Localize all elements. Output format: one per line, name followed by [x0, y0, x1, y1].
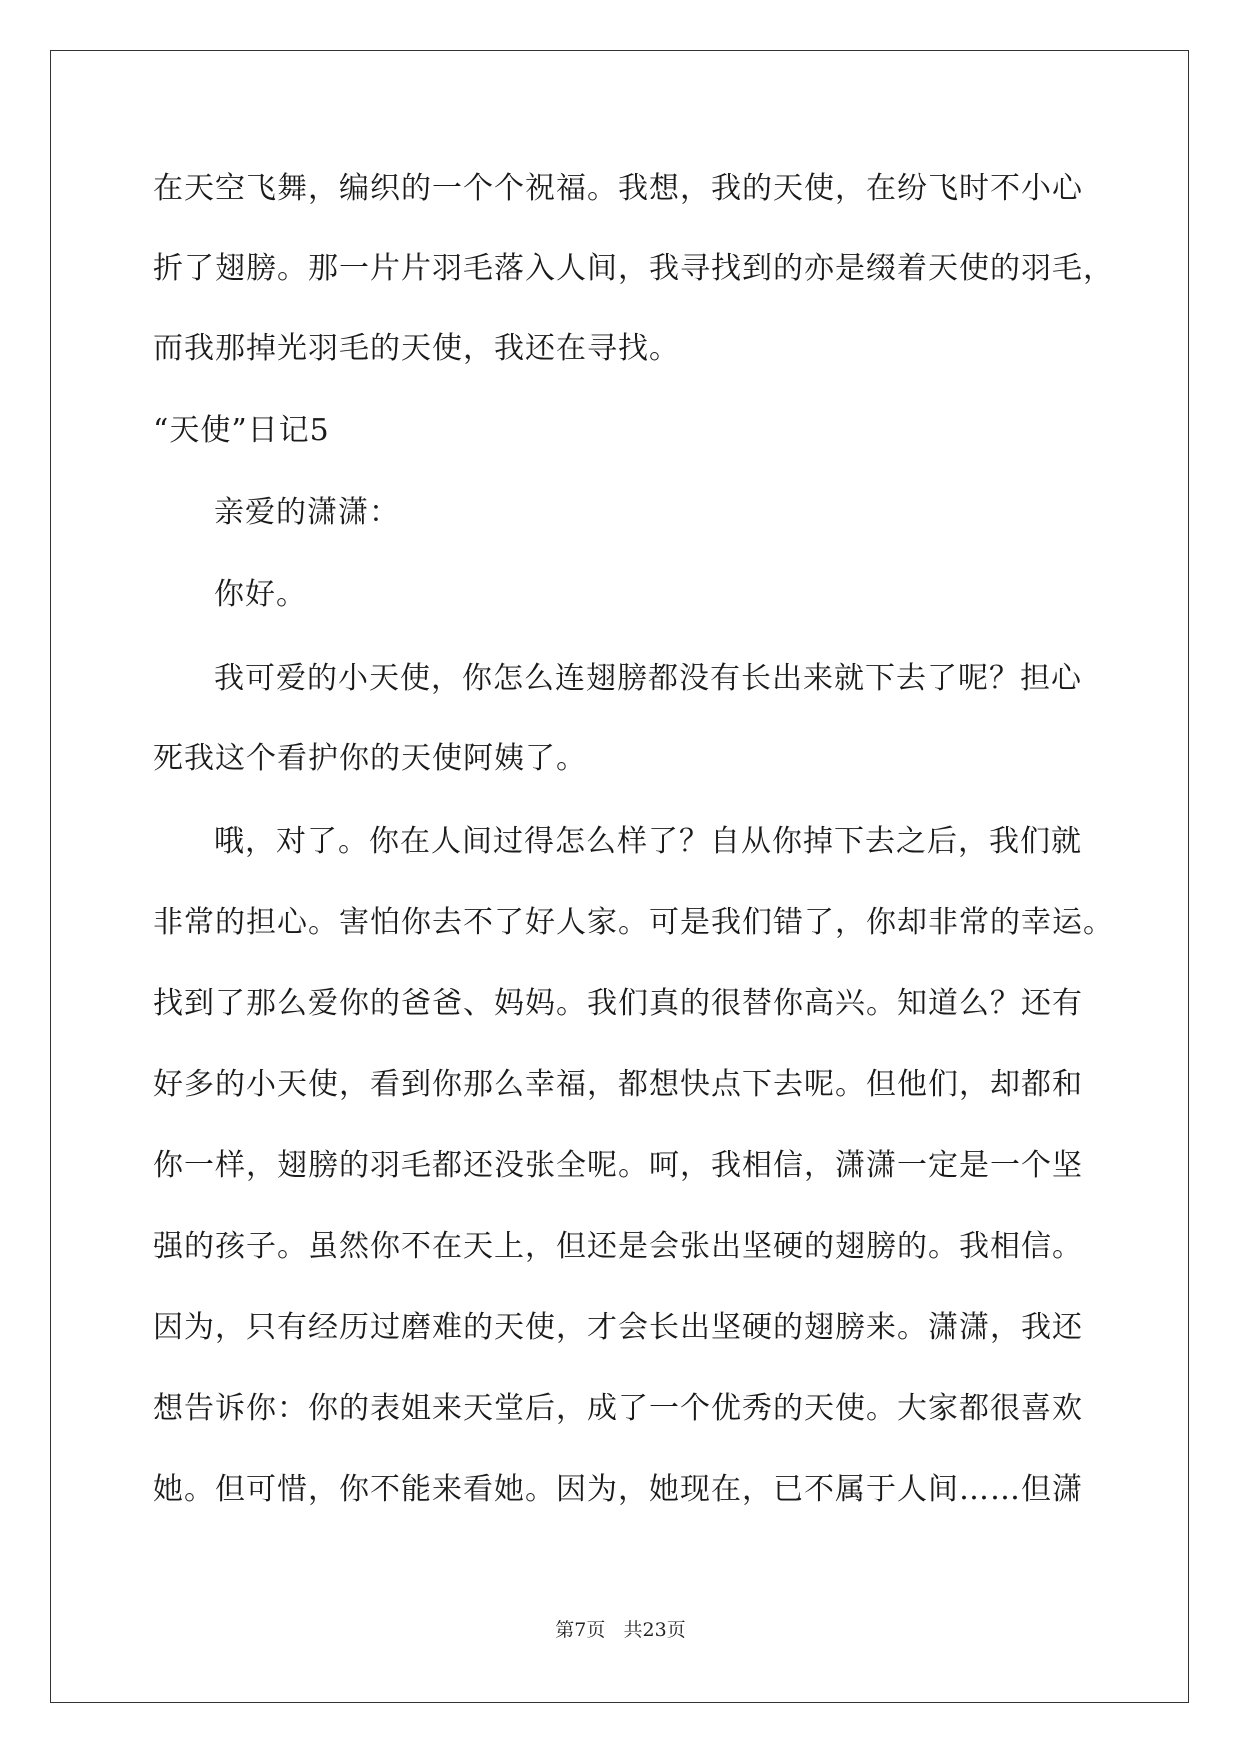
page-border	[50, 50, 1189, 1703]
page-footer	[0, 1618, 1241, 1642]
text-line-9: 哦，对了。你在人间过得怎么样了？自从你掉下去之后，我们就	[214, 824, 1082, 859]
text-line-17: 她。但可惜，你不能来看她。因为，她现在，已不属于人间……但潇	[153, 1472, 1083, 1507]
text-line-7: 我可爱的小天使，你怎么连翅膀都没有长出来就下去了呢？担心	[214, 661, 1082, 696]
section-heading: “天使”日记5	[153, 413, 330, 448]
page-total: 共23页	[623, 1619, 686, 1641]
text-line-15: 因为，只有经历过磨难的天使，才会长出坚硬的翅膀来。潇潇，我还	[153, 1310, 1083, 1345]
text-line-12: 好多的小天使，看到你那么幸福，都想快点下去呢。但他们，却都和	[153, 1067, 1083, 1102]
text-line-3: 而我那掉光羽毛的天使，我还在寻找。	[153, 331, 680, 366]
text-line-2: 折了翅膀。那一片片羽毛落入人间，我寻找到的亦是缀着天使的羽毛，	[153, 251, 1114, 286]
greeting: 你好。	[214, 577, 307, 612]
page-number: 第7页	[555, 1619, 606, 1641]
text-line-11: 找到了那么爱你的爸爸、妈妈。我们真的很替你高兴。知道么？还有	[153, 986, 1083, 1021]
text-line-10: 非常的担心。害怕你去不了好人家。可是我们错了，你却非常的幸运。	[153, 905, 1114, 940]
text-line-1: 在天空飞舞，编织的一个个祝福。我想，我的天使，在纷飞时不小心	[153, 171, 1083, 206]
text-line-13: 你一样，翅膀的羽毛都还没张全呢。呵，我相信，潇潇一定是一个坚	[153, 1148, 1083, 1183]
text-line-8: 死我这个看护你的天使阿姨了。	[153, 741, 587, 776]
salutation: 亲爱的潇潇：	[214, 495, 400, 530]
text-line-14: 强的孩子。虽然你不在天上，但还是会张出坚硬的翅膀的。我相信。	[153, 1229, 1083, 1264]
text-line-16: 想告诉你：你的表姐来天堂后，成了一个优秀的天使。大家都很喜欢	[153, 1391, 1083, 1426]
